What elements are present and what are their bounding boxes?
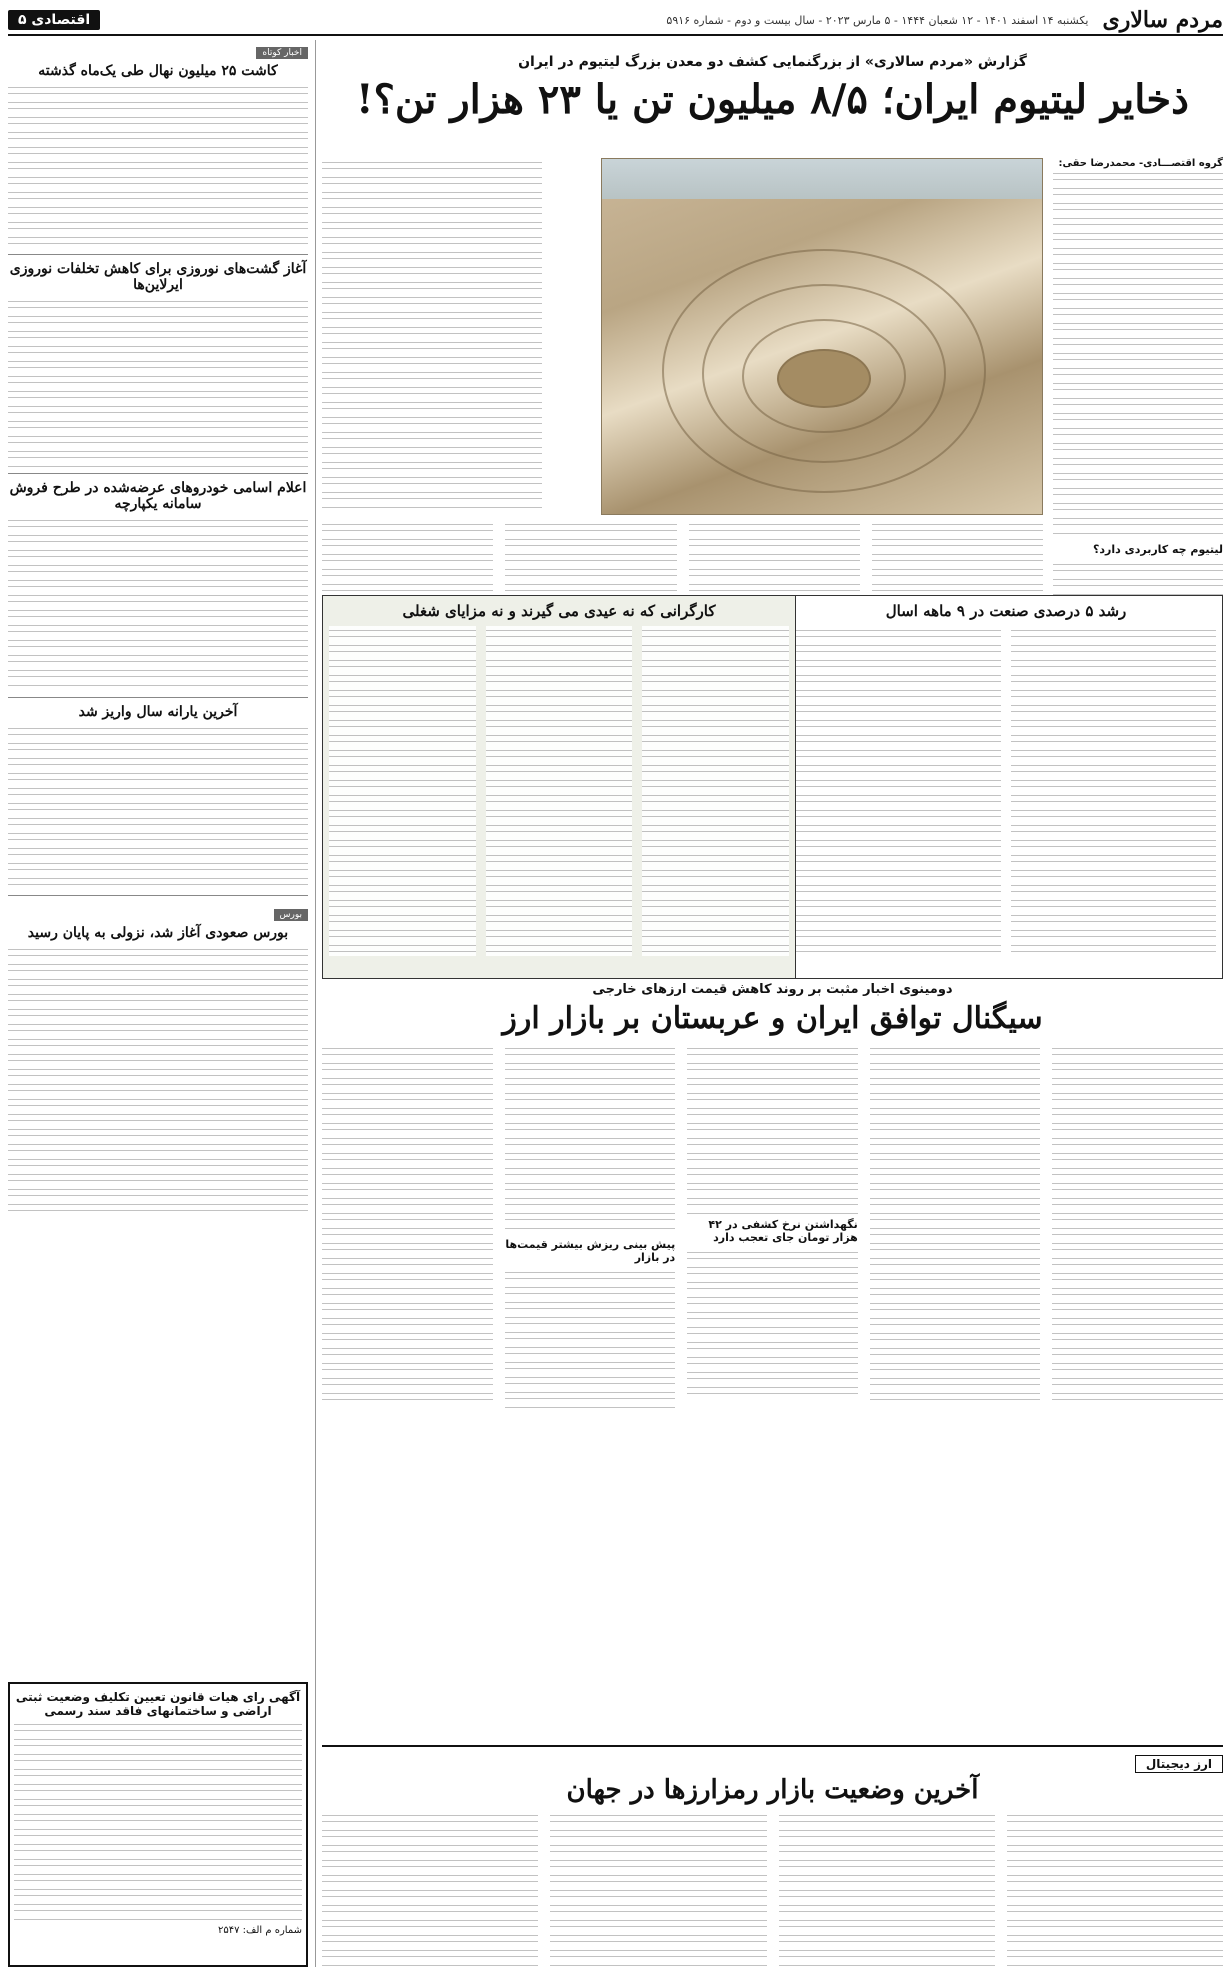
sidebar-item [8, 704, 308, 889]
notice-title: آگهی رای هیات قانون تعیین تکلیف وضعیت ثبتی اراضی و ساختمانهای فاقد سند رسمی [15, 1690, 301, 1718]
text-lines [870, 1044, 1041, 1404]
sidebar-item-title: آغاز گشت‌های نوروزی برای کاهش تخلفات نوروزی ایرلاین‌ها [9, 261, 307, 293]
divider [8, 697, 308, 698]
labor-title: کارگرانی که نه عیدی می گیرند و نه مزایای شغلی [402, 602, 716, 620]
sidebar-item [8, 63, 308, 248]
section-label: اقتصادی ۵ [8, 10, 100, 30]
currency-article [322, 982, 1223, 1404]
lead-column-2 [322, 158, 542, 513]
crypto-article [322, 1745, 1223, 1978]
text-lines [505, 1268, 676, 1408]
sidebar-item [8, 480, 308, 691]
text-lines [1011, 626, 1216, 956]
text-lines [687, 1044, 858, 1214]
text-lines [8, 516, 308, 691]
sidebar-item-title: اعلام اسامی خودروهای عرضه‌شده در طرح فروش سامانه یکپارچه [9, 480, 307, 512]
issue-line: یکشنبه ۱۴ اسفند ۱۴۰۱ - ۱۲ شعبان ۱۴۴۴ - ۵ مارس ۲۰۲۳ - سال بیست و دوم - شماره ۵۹۱۶ [666, 13, 1089, 27]
divider [8, 254, 308, 255]
text-lines [8, 83, 308, 248]
masthead [8, 6, 1223, 36]
main-area [322, 40, 1223, 1967]
bourse-title: بورس صعودی آغاز شد، نزولی به پایان رسید [27, 925, 289, 941]
lead-byline: گروه اقتصـــادی- محمدرضا حقی: [1058, 158, 1223, 169]
text-lines [8, 297, 308, 467]
sidebar [8, 40, 308, 1967]
divider [8, 895, 308, 896]
text-lines [486, 626, 633, 956]
text-lines [8, 945, 308, 1215]
text-lines [796, 626, 1001, 956]
lithium-mine-photo [601, 158, 1043, 515]
text-lines [1007, 1811, 1223, 1971]
industry-growth-panel [789, 595, 1223, 979]
text-lines [687, 1248, 858, 1398]
labor-panel [322, 595, 796, 979]
text-lines [1053, 169, 1223, 539]
column-divider [315, 40, 316, 1967]
sidebar-tag-short-news: اخبار کوتاه [256, 47, 308, 59]
paper-name: مردم سالاری [1102, 7, 1223, 33]
text-lines [505, 1044, 676, 1234]
notice-footer: شماره م الف: ۲۵۴۷ [217, 1925, 302, 1936]
text-lines [322, 1811, 538, 1971]
sidebar-tag-bourse: بورس [274, 909, 309, 921]
crypto-tag: ارز دیجیتال [1135, 1755, 1223, 1773]
crypto-headline: آخرین وضعیت بازار رمزارزها در جهان [566, 1775, 979, 1805]
lead-kicker: گزارش «مردم سالاری» از بزرگنمایی کشف دو معدن بزرگ لیتیوم در ایران [518, 54, 1027, 70]
currency-subhead-1: پیش بینی ریزش بیشتر قیمت‌ها در بازار [505, 1238, 676, 1264]
text-lines [329, 626, 476, 956]
industry-growth-title: رشد ۵ درصدی صنعت در ۹ ماهه اسال [885, 602, 1127, 620]
text-lines [322, 1044, 493, 1404]
lead-headline: ذخایر لیتیوم ایران؛ ۸/۵ میلیون تن یا ۲۳ هزار تن؟! [356, 76, 1189, 123]
legal-notice [8, 1682, 308, 1967]
sidebar-item-title: آخرین یارانه سال واریز شد [78, 704, 238, 720]
bourse-item [8, 925, 308, 1215]
text-lines [1052, 1044, 1223, 1404]
sidebar-item-title: کاشت ۲۵ میلیون نهال طی یک‌ماه گذشته [38, 63, 278, 79]
text-lines [322, 158, 542, 513]
divider [8, 473, 308, 474]
currency-subhead-2: نگهداشتن نرخ کشفی در ۴۲ هزار تومان جای تعجب دارد [708, 1218, 858, 1244]
sidebar-item [8, 261, 308, 467]
text-lines [550, 1811, 766, 1971]
currency-headline: سیگنال توافق ایران و عربستان بر بازار ارز [502, 1001, 1043, 1036]
currency-kicker: دومینوی اخبار مثبت بر روند کاهش قیمت ارزهای خارجی [592, 982, 953, 997]
text-lines [779, 1811, 995, 1971]
lead-subhead-1: لیتیوم چه کاربردی دارد؟ [1093, 543, 1223, 556]
text-lines [8, 724, 308, 889]
text-lines [14, 1720, 302, 1925]
text-lines [642, 626, 789, 956]
